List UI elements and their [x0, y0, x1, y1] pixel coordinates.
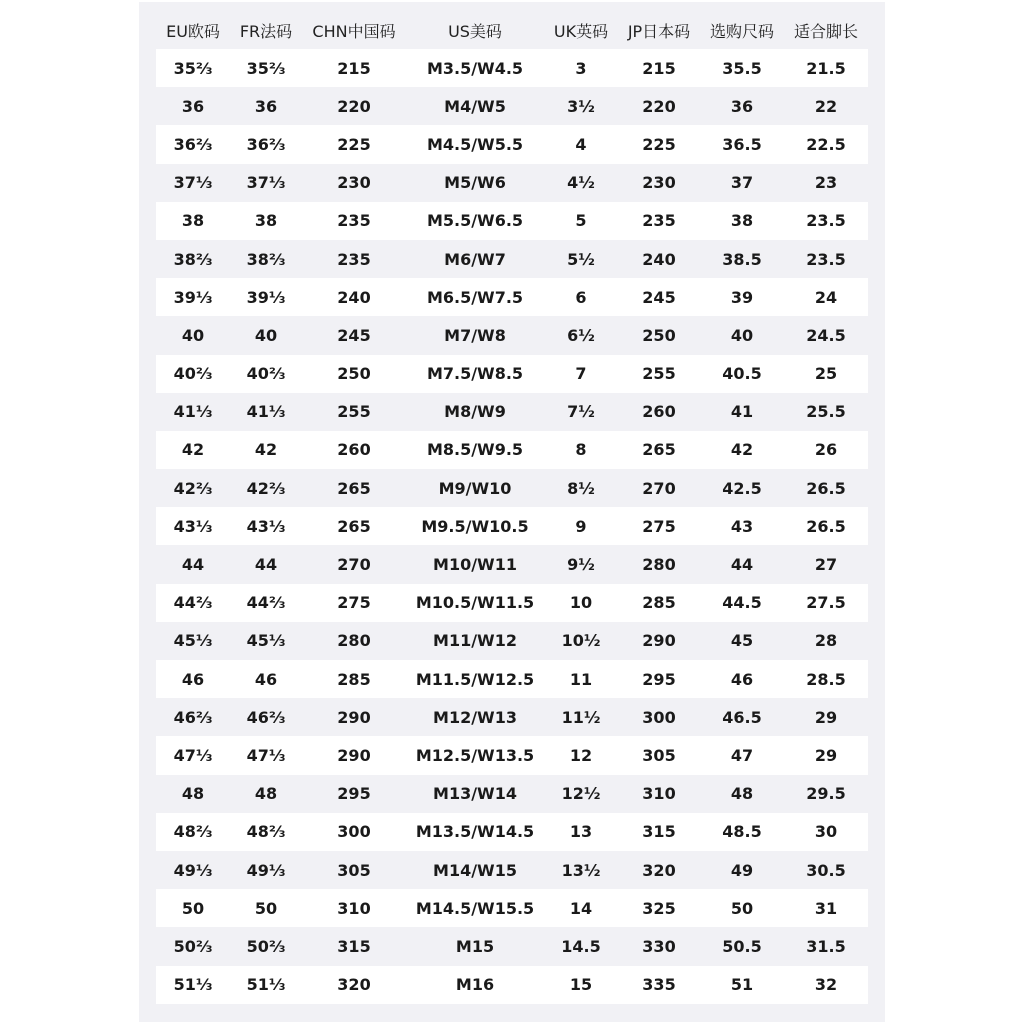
uk-size-cell: 6½ [544, 316, 618, 354]
eu-size-cell: 42 [156, 431, 230, 469]
chn-size-cell: 320 [302, 966, 406, 1004]
uk-size-cell: 15 [544, 966, 618, 1004]
uk-size-cell: 7½ [544, 393, 618, 431]
purchase-size-cell: 37 [700, 164, 784, 202]
foot-length-cell: 29 [784, 736, 868, 774]
us-size-cell: M11.5/W12.5 [406, 660, 544, 698]
uk-size-cell: 3½ [544, 87, 618, 125]
uk-size-cell: 12½ [544, 775, 618, 813]
table-row [156, 775, 868, 813]
table-row [156, 125, 868, 163]
table-row [156, 622, 868, 660]
purchase-size-cell: 48.5 [700, 813, 784, 851]
chn-size-cell: 270 [302, 545, 406, 583]
uk-size-cell: 8 [544, 431, 618, 469]
fr-size-cell: 47⅓ [230, 736, 302, 774]
table-row [156, 87, 868, 125]
fr-size-cell: 36 [230, 87, 302, 125]
table-row [156, 851, 868, 889]
eu-size-cell: 50 [156, 889, 230, 927]
fr-size-cell: 48 [230, 775, 302, 813]
foot-length-cell: 25.5 [784, 393, 868, 431]
uk-size-cell: 14.5 [544, 927, 618, 965]
purchase-size-cell: 40 [700, 316, 784, 354]
jp-size-cell: 280 [618, 545, 700, 583]
table-row [156, 927, 868, 965]
uk-size-cell: 10 [544, 584, 618, 622]
purchase-size-cell: 41 [700, 393, 784, 431]
table-row [156, 469, 868, 507]
uk-size-cell: 4 [544, 125, 618, 163]
fr-size-cell: 35⅔ [230, 49, 302, 87]
fr-size-cell: 42⅔ [230, 469, 302, 507]
foot-length-cell: 24 [784, 278, 868, 316]
chn-size-cell: 230 [302, 164, 406, 202]
fr-size-cell: 51⅓ [230, 966, 302, 1004]
uk-size-cell: 5 [544, 202, 618, 240]
fr-size-cell: 42 [230, 431, 302, 469]
jp-size-cell: 255 [618, 355, 700, 393]
us-size-cell: M4/W5 [406, 87, 544, 125]
fr-size-cell: 50 [230, 889, 302, 927]
purchase-size-cell: 38 [700, 202, 784, 240]
fr-size-cell: 38 [230, 202, 302, 240]
uk-size-cell: 13½ [544, 851, 618, 889]
uk-size-cell: 3 [544, 49, 618, 87]
foot-length-cell: 23.5 [784, 240, 868, 278]
eu-size-cell: 47⅓ [156, 736, 230, 774]
purchase-size-cell: 45 [700, 622, 784, 660]
fr-size-cell: 49⅓ [230, 851, 302, 889]
chn-size-cell: 215 [302, 49, 406, 87]
foot-length-cell: 29 [784, 698, 868, 736]
chn-size-cell: 310 [302, 889, 406, 927]
jp-size-cell: 275 [618, 507, 700, 545]
chn-size-cell: 290 [302, 736, 406, 774]
jp-size-cell: 220 [618, 87, 700, 125]
us-size-cell: M6/W7 [406, 240, 544, 278]
header-purchase-size: 选购尺码 [709, 21, 774, 41]
purchase-size-cell: 44.5 [700, 584, 784, 622]
table-row [156, 49, 868, 87]
us-size-cell: M7.5/W8.5 [406, 355, 544, 393]
uk-size-cell: 14 [544, 889, 618, 927]
purchase-size-cell: 36 [700, 87, 784, 125]
foot-length-cell: 22.5 [784, 125, 868, 163]
uk-size-cell: 4½ [544, 164, 618, 202]
table-row [156, 889, 868, 927]
us-size-cell: M16 [406, 966, 544, 1004]
eu-size-cell: 39⅓ [156, 278, 230, 316]
jp-size-cell: 295 [618, 660, 700, 698]
jp-size-cell: 315 [618, 813, 700, 851]
chn-size-cell: 265 [302, 469, 406, 507]
chn-size-cell: 275 [302, 584, 406, 622]
fr-size-cell: 40⅔ [230, 355, 302, 393]
fr-size-cell: 45⅓ [230, 622, 302, 660]
eu-size-cell: 50⅔ [156, 927, 230, 965]
purchase-size-cell: 48 [700, 775, 784, 813]
eu-size-cell: 48⅔ [156, 813, 230, 851]
fr-size-cell: 46⅔ [230, 698, 302, 736]
us-size-cell: M15 [406, 927, 544, 965]
table-row [156, 507, 868, 545]
table-row [156, 202, 868, 240]
foot-length-cell: 32 [784, 966, 868, 1004]
us-size-cell: M13/W14 [406, 775, 544, 813]
jp-size-cell: 310 [618, 775, 700, 813]
uk-size-cell: 12 [544, 736, 618, 774]
purchase-size-cell: 39 [700, 278, 784, 316]
purchase-size-cell: 47 [700, 736, 784, 774]
purchase-size-cell: 49 [700, 851, 784, 889]
jp-size-cell: 285 [618, 584, 700, 622]
chn-size-cell: 315 [302, 927, 406, 965]
fr-size-cell: 48⅔ [230, 813, 302, 851]
foot-length-cell: 26 [784, 431, 868, 469]
purchase-size-cell: 42.5 [700, 469, 784, 507]
jp-size-cell: 335 [618, 966, 700, 1004]
us-size-cell: M14/W15 [406, 851, 544, 889]
chn-size-cell: 235 [302, 240, 406, 278]
fr-size-cell: 39⅓ [230, 278, 302, 316]
uk-size-cell: 11 [544, 660, 618, 698]
foot-length-cell: 23.5 [784, 202, 868, 240]
jp-size-cell: 230 [618, 164, 700, 202]
jp-size-cell: 270 [618, 469, 700, 507]
us-size-cell: M5.5/W6.5 [406, 202, 544, 240]
table-row [156, 736, 868, 774]
jp-size-cell: 330 [618, 927, 700, 965]
chn-size-cell: 280 [302, 622, 406, 660]
us-size-cell: M10/W11 [406, 545, 544, 583]
foot-length-cell: 28.5 [784, 660, 868, 698]
table-row [156, 393, 868, 431]
fr-size-cell: 41⅓ [230, 393, 302, 431]
us-size-cell: M8.5/W9.5 [406, 431, 544, 469]
table-row [156, 278, 868, 316]
jp-size-cell: 300 [618, 698, 700, 736]
us-size-cell: M12.5/W13.5 [406, 736, 544, 774]
purchase-size-cell: 36.5 [700, 125, 784, 163]
us-size-cell: M9.5/W10.5 [406, 507, 544, 545]
header-foot-length: 适合脚长 [793, 21, 858, 41]
chn-size-cell: 285 [302, 660, 406, 698]
us-size-cell: M7/W8 [406, 316, 544, 354]
eu-size-cell: 42⅔ [156, 469, 230, 507]
purchase-size-cell: 43 [700, 507, 784, 545]
purchase-size-cell: 42 [700, 431, 784, 469]
fr-size-cell: 44⅔ [230, 584, 302, 622]
jp-size-cell: 305 [618, 736, 700, 774]
us-size-cell: M13.5/W14.5 [406, 813, 544, 851]
purchase-size-cell: 46.5 [700, 698, 784, 736]
uk-size-cell: 9 [544, 507, 618, 545]
us-size-cell: M11/W12 [406, 622, 544, 660]
table-row [156, 698, 868, 736]
jp-size-cell: 320 [618, 851, 700, 889]
fr-size-cell: 44 [230, 545, 302, 583]
table-row [156, 545, 868, 583]
eu-size-cell: 35⅔ [156, 49, 230, 87]
eu-size-cell: 41⅓ [156, 393, 230, 431]
foot-length-cell: 24.5 [784, 316, 868, 354]
us-size-cell: M4.5/W5.5 [406, 125, 544, 163]
purchase-size-cell: 50 [700, 889, 784, 927]
header-jp-size: JP日本码 [627, 21, 691, 41]
header-uk-size: UK英码 [553, 21, 609, 41]
chn-size-cell: 220 [302, 87, 406, 125]
chn-size-cell: 265 [302, 507, 406, 545]
eu-size-cell: 49⅓ [156, 851, 230, 889]
jp-size-cell: 325 [618, 889, 700, 927]
eu-size-cell: 37⅓ [156, 164, 230, 202]
fr-size-cell: 46 [230, 660, 302, 698]
eu-size-cell: 44⅔ [156, 584, 230, 622]
chn-size-cell: 235 [302, 202, 406, 240]
jp-size-cell: 240 [618, 240, 700, 278]
uk-size-cell: 6 [544, 278, 618, 316]
fr-size-cell: 38⅔ [230, 240, 302, 278]
chn-size-cell: 260 [302, 431, 406, 469]
jp-size-cell: 250 [618, 316, 700, 354]
chn-size-cell: 290 [302, 698, 406, 736]
foot-length-cell: 29.5 [784, 775, 868, 813]
chn-size-cell: 305 [302, 851, 406, 889]
eu-size-cell: 46 [156, 660, 230, 698]
header-us-size: US美码 [448, 21, 502, 41]
purchase-size-cell: 46 [700, 660, 784, 698]
table-row [156, 431, 868, 469]
us-size-cell: M6.5/W7.5 [406, 278, 544, 316]
purchase-size-cell: 35.5 [700, 49, 784, 87]
uk-size-cell: 10½ [544, 622, 618, 660]
foot-length-cell: 26.5 [784, 507, 868, 545]
jp-size-cell: 235 [618, 202, 700, 240]
fr-size-cell: 40 [230, 316, 302, 354]
chn-size-cell: 225 [302, 125, 406, 163]
table-row [156, 316, 868, 354]
eu-size-cell: 38⅔ [156, 240, 230, 278]
chn-size-cell: 295 [302, 775, 406, 813]
foot-length-cell: 23 [784, 164, 868, 202]
foot-length-cell: 27.5 [784, 584, 868, 622]
table-row [156, 355, 868, 393]
eu-size-cell: 48 [156, 775, 230, 813]
foot-length-cell: 25 [784, 355, 868, 393]
uk-size-cell: 11½ [544, 698, 618, 736]
eu-size-cell: 44 [156, 545, 230, 583]
uk-size-cell: 7 [544, 355, 618, 393]
jp-size-cell: 225 [618, 125, 700, 163]
foot-length-cell: 27 [784, 545, 868, 583]
us-size-cell: M14.5/W15.5 [406, 889, 544, 927]
us-size-cell: M10.5/W11.5 [406, 584, 544, 622]
table-row [156, 164, 868, 202]
us-size-cell: M8/W9 [406, 393, 544, 431]
us-size-cell: M12/W13 [406, 698, 544, 736]
eu-size-cell: 40⅔ [156, 355, 230, 393]
foot-length-cell: 30 [784, 813, 868, 851]
chn-size-cell: 250 [302, 355, 406, 393]
us-size-cell: M3.5/W4.5 [406, 49, 544, 87]
jp-size-cell: 245 [618, 278, 700, 316]
foot-length-cell: 21.5 [784, 49, 868, 87]
foot-length-cell: 28 [784, 622, 868, 660]
eu-size-cell: 38 [156, 202, 230, 240]
table-row [156, 966, 868, 1004]
chn-size-cell: 300 [302, 813, 406, 851]
eu-size-cell: 51⅓ [156, 966, 230, 1004]
us-size-cell: M9/W10 [406, 469, 544, 507]
foot-length-cell: 31.5 [784, 927, 868, 965]
eu-size-cell: 36⅔ [156, 125, 230, 163]
eu-size-cell: 46⅔ [156, 698, 230, 736]
table-row [156, 660, 868, 698]
fr-size-cell: 36⅔ [230, 125, 302, 163]
jp-size-cell: 265 [618, 431, 700, 469]
purchase-size-cell: 38.5 [700, 240, 784, 278]
purchase-size-cell: 44 [700, 545, 784, 583]
us-size-cell: M5/W6 [406, 164, 544, 202]
chn-size-cell: 255 [302, 393, 406, 431]
fr-size-cell: 50⅔ [230, 927, 302, 965]
foot-length-cell: 22 [784, 87, 868, 125]
jp-size-cell: 260 [618, 393, 700, 431]
purchase-size-cell: 50.5 [700, 927, 784, 965]
table-row [156, 240, 868, 278]
eu-size-cell: 40 [156, 316, 230, 354]
header-eu-size: EU欧码 [166, 21, 220, 41]
table-row [156, 584, 868, 622]
table-header-row [156, 11, 868, 49]
fr-size-cell: 43⅓ [230, 507, 302, 545]
eu-size-cell: 36 [156, 87, 230, 125]
uk-size-cell: 8½ [544, 469, 618, 507]
purchase-size-cell: 51 [700, 966, 784, 1004]
fr-size-cell: 37⅓ [230, 164, 302, 202]
foot-length-cell: 30.5 [784, 851, 868, 889]
eu-size-cell: 45⅓ [156, 622, 230, 660]
uk-size-cell: 13 [544, 813, 618, 851]
table-body [156, 49, 868, 1004]
purchase-size-cell: 40.5 [700, 355, 784, 393]
uk-size-cell: 5½ [544, 240, 618, 278]
jp-size-cell: 215 [618, 49, 700, 87]
chn-size-cell: 245 [302, 316, 406, 354]
foot-length-cell: 26.5 [784, 469, 868, 507]
jp-size-cell: 290 [618, 622, 700, 660]
size-conversion-table [156, 11, 868, 1004]
chn-size-cell: 240 [302, 278, 406, 316]
eu-size-cell: 43⅓ [156, 507, 230, 545]
header-fr-size: FR法码 [239, 21, 293, 41]
foot-length-cell: 31 [784, 889, 868, 927]
uk-size-cell: 9½ [544, 545, 618, 583]
table-row [156, 813, 868, 851]
header-chn-size: CHN中国码 [312, 21, 396, 41]
